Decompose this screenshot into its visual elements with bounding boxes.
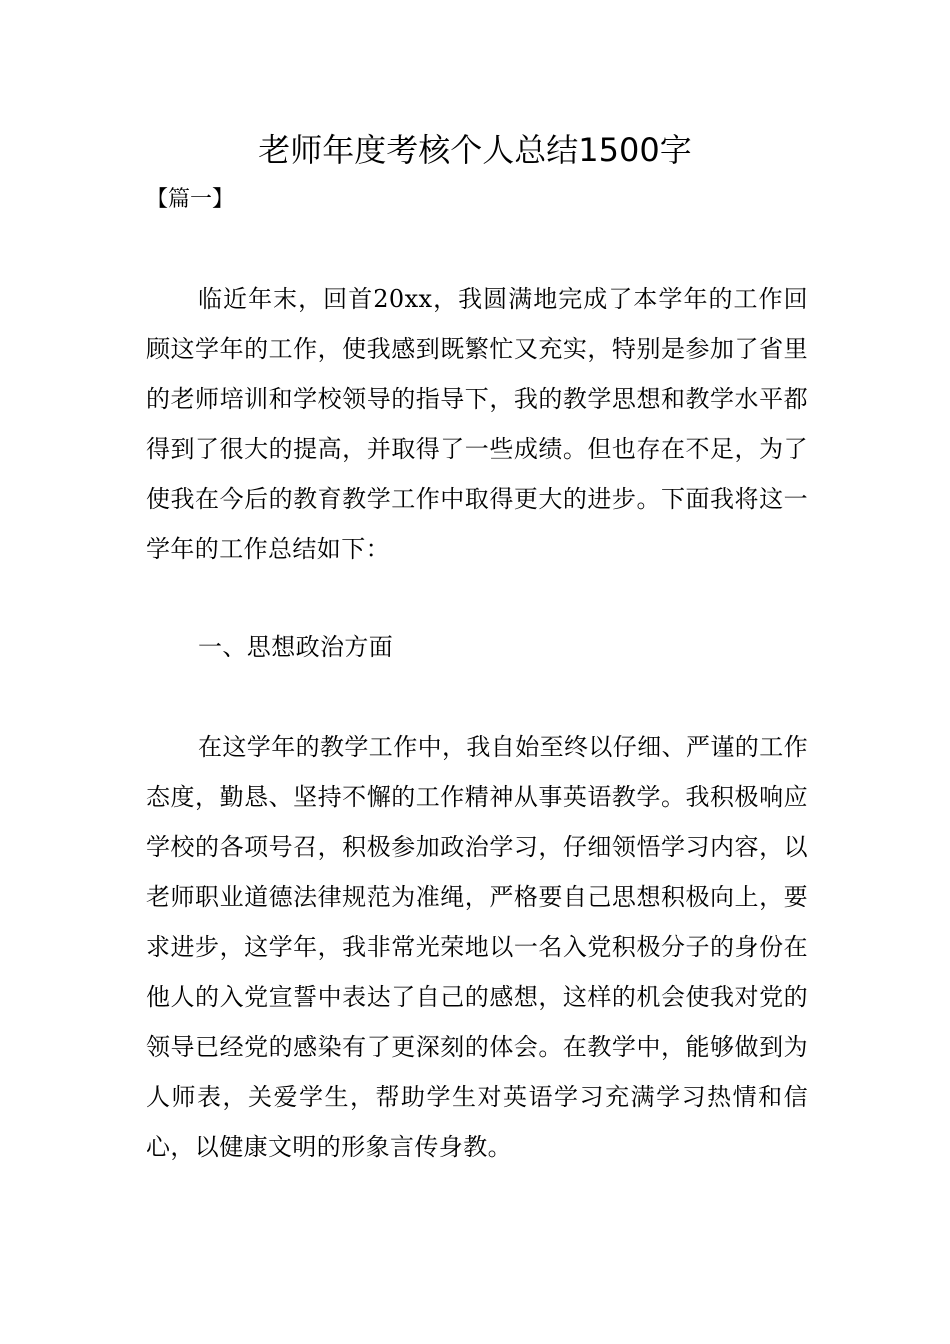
body-paragraph: 在这学年的教学工作中，我自始至终以仔细、严谨的工作态度，勤恳、坚持不懈的工作精神从事英语教学。我积极响应学校的各项号召，积极参加政治学习，仔细领悟学习内容，以老师职业道德法律规范为准绳，严格要自己思想积极向上，要求进步，这学年，我非常光荣地以一名入党积极分子的身份在他人的入党宣誓中表达了自己的感想，这样的机会使我对党的领导已经党的感染有了更深刻的体会。在教学中，能够做到为人师表，关爱学生，帮助学生对英语学习充满学习热情和信心，以健康文明的形象言传身教。: [146, 733, 808, 1161]
section-heading: 一、思想政治方面: [198, 633, 394, 661]
section-label: 【篇一】: [146, 187, 235, 212]
document-title: 老师年度考核个人总结1500字: [258, 131, 692, 169]
intro-paragraph: 临近年末，回首20xx，我圆满地完成了本学年的工作回顾这学年的工作，使我感到既繁忙又充实，特别是参加了省里的老师培训和学校领导的指导下，我的教学思想和教学水平都得到了很大的提高，并取得了一些成绩。但也存在不足，为了使我在今后的教育教学工作中取得更大的进步。下面我将这一学年的工作总结如下：: [146, 285, 808, 563]
